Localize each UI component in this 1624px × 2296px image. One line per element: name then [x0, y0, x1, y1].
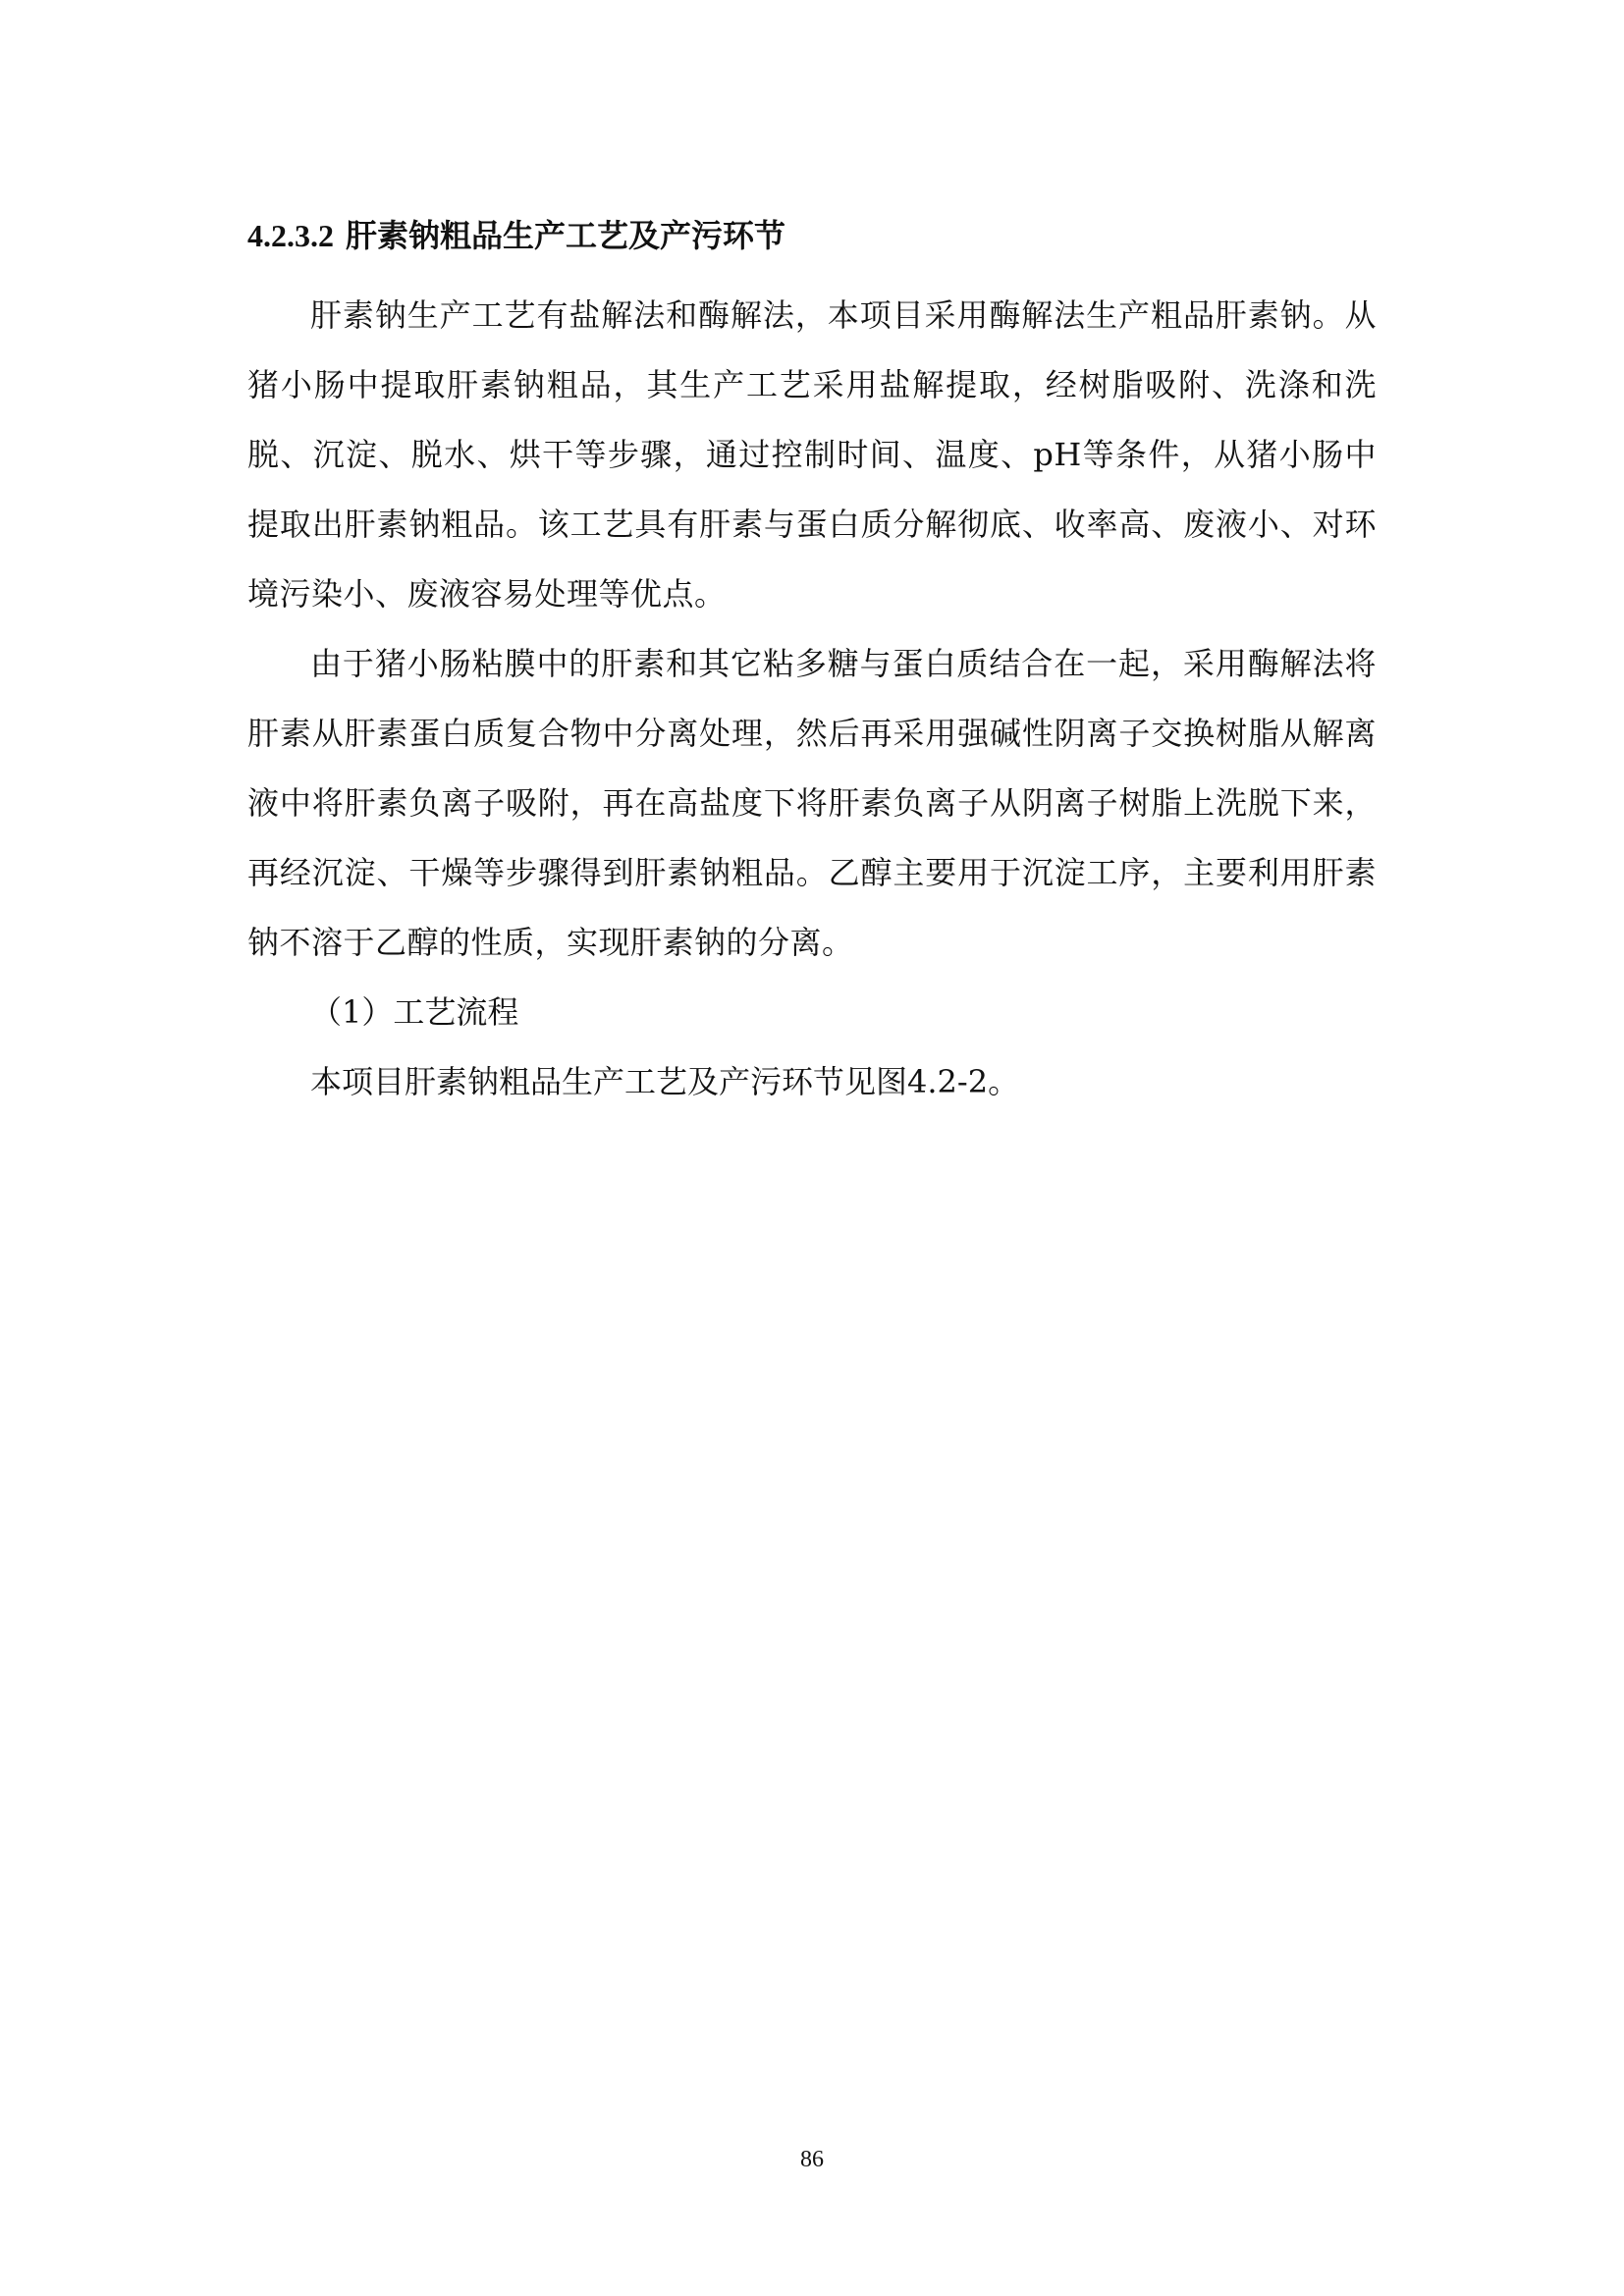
section-heading [247, 208, 1377, 263]
figure-reference: 本项目肝素钠粗品生产工艺及产污环节见图4.2-2。 [310, 1063, 1020, 1100]
page-number: 86 [800, 2147, 824, 2172]
paragraph-process-overview: 肝素钠生产工艺有盐解法和酶解法，本项目采用酶解法生产粗品肝素钠。从猪小肠中提取肝素钠粗品，其生产工艺采用盐解提取，经树脂吸附、洗涤和洗脱、沉淀、脱水、烘干等步骤，通过控制时间、温度、pH等条件，从猪小肠中提取出肝素钠粗品。该工艺具有肝素与蛋白质分解彻底、收率高、废液小、对环境污染小、废液容易处理等优点。 [247, 296, 1377, 613]
paragraph-enzymolysis-method: 由于猪小肠粘膜中的肝素和其它粘多糖与蛋白质结合在一起，采用酶解法将肝素从肝素蛋白质复合物中分离处理，然后再采用强碱性阴离子交换树脂从解离液中将肝素负离子吸附，再在高盐度下将肝素负离子从阴离子树脂上洗脱下来，再经沉淀、干燥等步骤得到肝素钠粗品。乙醇主要用于沉淀工序，主要利用肝素钠不溶于乙醇的性质，实现肝素钠的分离。 [247, 645, 1377, 961]
section-number: 4.2.3.2 [247, 218, 334, 253]
section-title: 肝素钠粗品生产工艺及产污环节 [346, 217, 786, 254]
subsection-label: （1）工艺流程 [310, 993, 519, 1031]
page-content [247, 208, 1377, 1117]
